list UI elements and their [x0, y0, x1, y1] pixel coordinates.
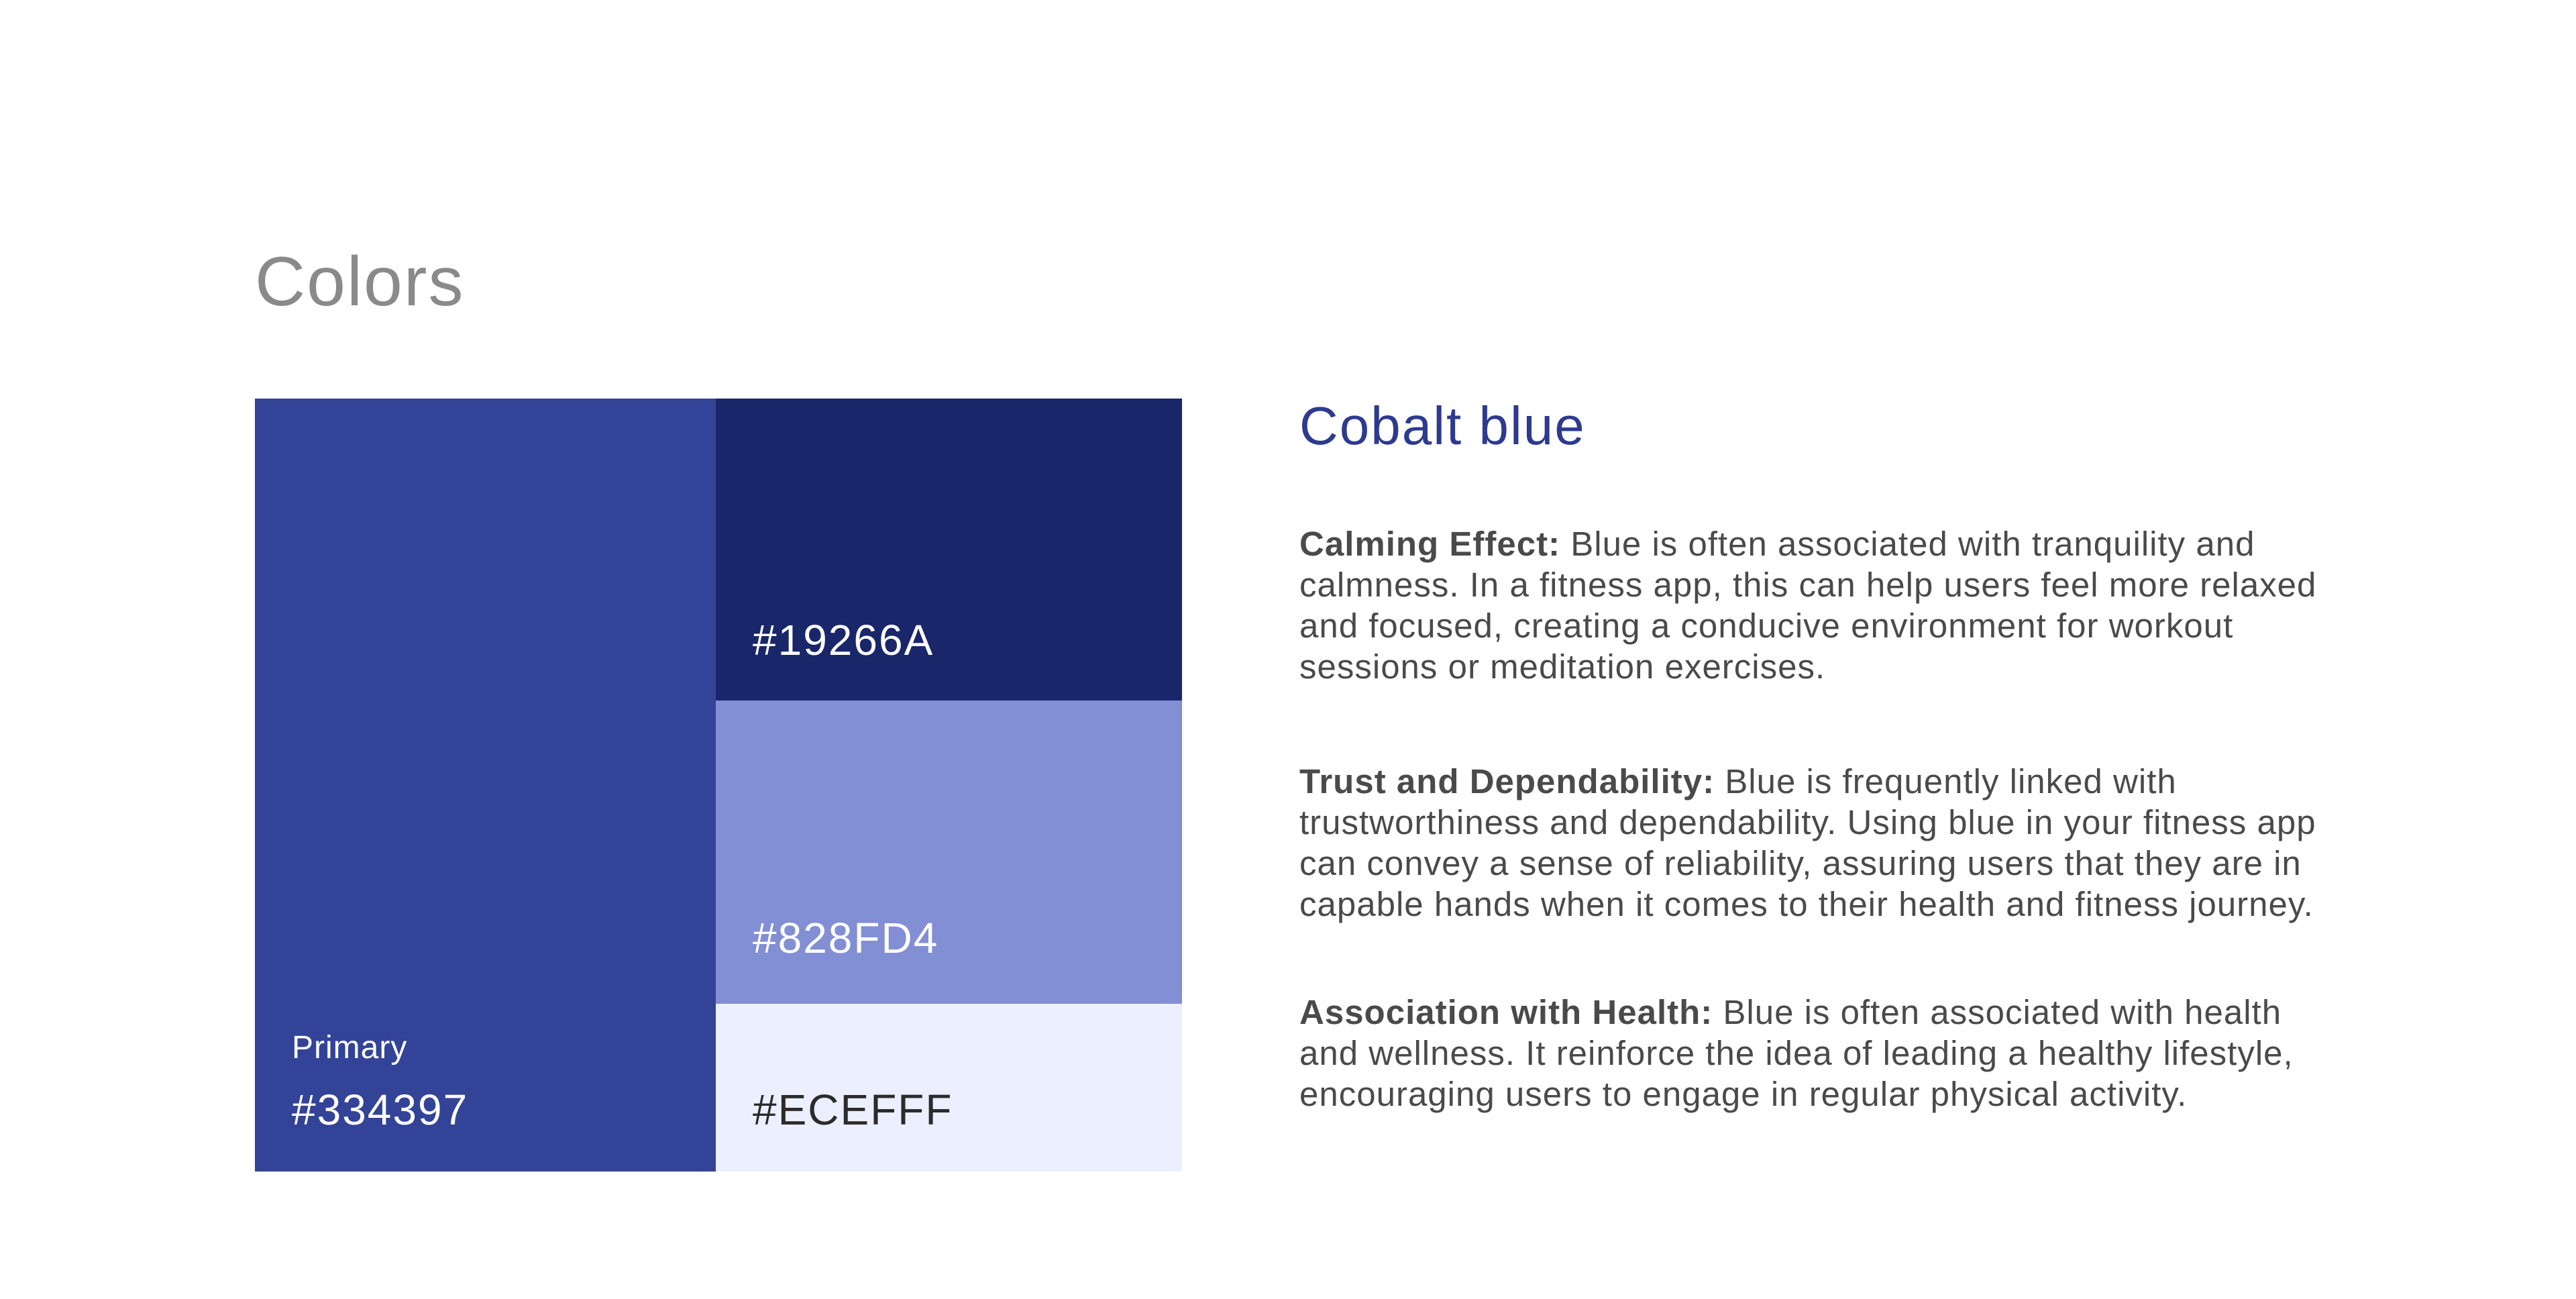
- swatch-light: [716, 1004, 1182, 1172]
- paragraph-body: Blue is frequently linked with trustworthiness and dependability. Using blue in your fitness app can convey a sense of reliability, assuring users that they are in capable hands when it comes to their health and fitness journey.: [1299, 762, 2316, 923]
- swatch-mid-hex: #828FD4: [753, 914, 939, 962]
- paragraph-body: Blue is often associated with health and wellness. It reinforce the idea of leading a healthy lifestyle, encouraging users to engage in regular physical activity.: [1299, 993, 2294, 1113]
- paragraph-lead: Trust and Dependability:: [1299, 762, 1715, 800]
- paragraph-calming-effect: [1299, 523, 2346, 687]
- color-name-heading: Cobalt blue: [1299, 396, 1586, 456]
- paragraph-association-health: [1299, 992, 2346, 1114]
- paragraph-trust-dependability: [1299, 761, 2346, 925]
- color-palette: [255, 399, 1182, 1172]
- swatch-light-hex: #ECEFFF: [753, 1086, 953, 1134]
- paragraph-body: Blue is often associated with tranquility and calmness. In a fitness app, this can help users feel more relaxed and focused, creating a conducive environment for workout sessions or meditation exercises.: [1299, 525, 2317, 686]
- paragraph-lead: Calming Effect:: [1299, 525, 1561, 563]
- swatch-mid: [716, 700, 1182, 1004]
- page-title: Colors: [255, 243, 465, 321]
- color-description: [1299, 393, 2346, 1114]
- swatch-dark-hex: #19266A: [753, 616, 934, 664]
- paragraph-lead: Association with Health:: [1299, 993, 1713, 1031]
- swatch-primary-label: Primary: [292, 1030, 408, 1066]
- swatch-primary: [255, 399, 716, 1172]
- swatch-dark: [716, 399, 1182, 700]
- swatch-primary-hex: #334397: [292, 1086, 469, 1134]
